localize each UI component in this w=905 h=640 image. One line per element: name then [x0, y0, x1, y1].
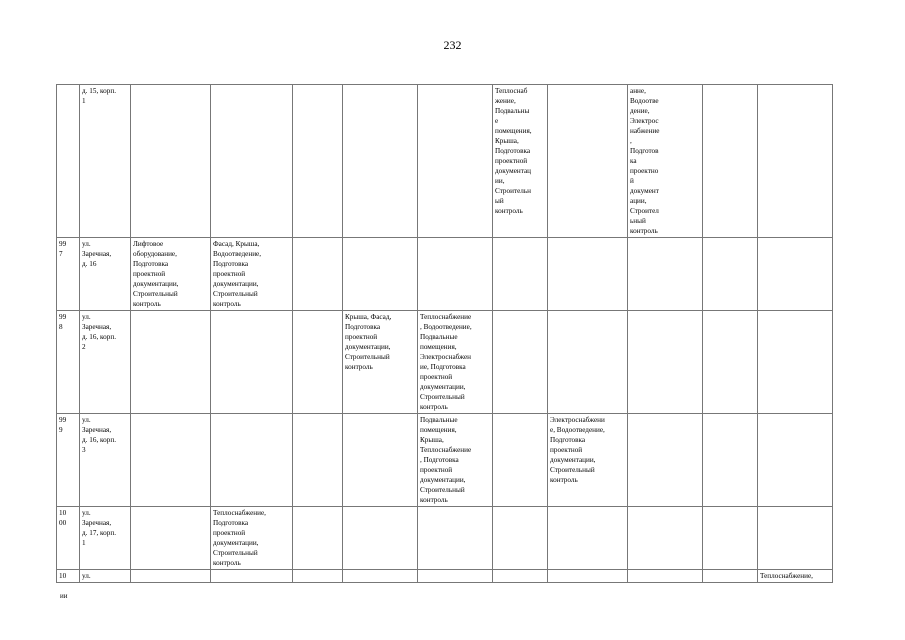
address-cell: ул. [80, 570, 131, 583]
work-cell: Крыша, Фасад, Подготовка проектной документации, Строительный контроль [343, 311, 418, 414]
table-row [57, 414, 833, 507]
work-cell [758, 414, 833, 507]
work-cell [418, 85, 493, 238]
work-cell [703, 311, 758, 414]
work-cell [493, 311, 548, 414]
work-cell [628, 238, 703, 311]
work-cell: Фасад, Крыша, Водоотведение, Подготовка проектной документации, Строительный контроль [211, 238, 293, 311]
row-number: 10 [57, 570, 80, 583]
work-cell [758, 238, 833, 311]
work-cell [293, 507, 343, 570]
work-cell [758, 507, 833, 570]
work-cell [418, 238, 493, 311]
work-cell [418, 570, 493, 583]
table-row [57, 85, 833, 238]
work-cell: Теплоснабжение , Водоотведение, Подвальные помещения, Электроснабжен ие, Подготовка проектной документации, Строительный контроль [418, 311, 493, 414]
work-cell [703, 570, 758, 583]
work-cell [131, 507, 211, 570]
table-row [57, 311, 833, 414]
work-cell: Теплоснабжение, Подготовка проектной документации, Строительный контроль [211, 507, 293, 570]
work-cell [211, 85, 293, 238]
work-cell [703, 85, 758, 238]
work-cell [628, 507, 703, 570]
work-cell [493, 414, 548, 507]
work-cell [548, 570, 628, 583]
row-number: 99 7 [57, 238, 80, 311]
work-cell [131, 85, 211, 238]
work-cell: Теплоснабжение, [758, 570, 833, 583]
work-cell [211, 570, 293, 583]
address-cell: ул. Заречная, д. 16, корп. 2 [80, 311, 131, 414]
work-cell [628, 311, 703, 414]
work-cell [548, 507, 628, 570]
works-table [56, 84, 833, 583]
work-cell: Электроснабжени е, Водоотведение, Подготовка проектной документации, Строительный контроль [548, 414, 628, 507]
work-cell [211, 311, 293, 414]
row-number: 10 00 [57, 507, 80, 570]
work-cell [343, 238, 418, 311]
work-cell [131, 311, 211, 414]
work-cell [548, 85, 628, 238]
row-number: 99 8 [57, 311, 80, 414]
footer-mark: ии [60, 592, 68, 600]
work-cell [131, 414, 211, 507]
work-cell [343, 570, 418, 583]
page-number: 232 [443, 38, 462, 52]
work-cell [293, 85, 343, 238]
work-cell [758, 85, 833, 238]
work-cell [293, 414, 343, 507]
work-cell [343, 414, 418, 507]
work-cell [293, 238, 343, 311]
table-row [57, 507, 833, 570]
work-cell [703, 414, 758, 507]
work-cell [758, 311, 833, 414]
work-cell [293, 570, 343, 583]
work-cell [628, 414, 703, 507]
work-cell: анне, Водоотве дение, Электрос набжение , Подготов ка проектно й документ ации, Строител ьный контроль [628, 85, 703, 238]
address-cell: ул. Заречная, д. 17, корп. 1 [80, 507, 131, 570]
work-cell [293, 311, 343, 414]
work-cell: Лифтовое оборудование, Подготовка проектной документации, Строительный контроль [131, 238, 211, 311]
work-cell: Теплоснаб жение, Подвальны е помещения, Крыша, Подготовка проектной документац ии, Строительн ый контроль [493, 85, 548, 238]
address-cell: д. 15, корп. 1 [80, 85, 131, 238]
work-cell [131, 570, 211, 583]
work-cell [493, 238, 548, 311]
work-cell: Подвальные помещения, Крыша, Теплоснабжение , Подготовка проектной документации, Строительный контроль [418, 414, 493, 507]
work-cell [628, 570, 703, 583]
address-cell: ул. Заречная, д. 16 [80, 238, 131, 311]
row-number [57, 85, 80, 238]
table-body [57, 85, 833, 583]
table-row [57, 238, 833, 311]
work-cell [211, 414, 293, 507]
work-cell [493, 570, 548, 583]
row-number: 99 9 [57, 414, 80, 507]
work-cell [548, 311, 628, 414]
work-cell [343, 507, 418, 570]
work-cell [703, 238, 758, 311]
work-cell [703, 507, 758, 570]
work-cell [548, 238, 628, 311]
work-cell [343, 85, 418, 238]
address-cell: ул. Заречная, д. 16, корп. 3 [80, 414, 131, 507]
table-row [57, 570, 833, 583]
work-cell [493, 507, 548, 570]
work-cell [418, 507, 493, 570]
